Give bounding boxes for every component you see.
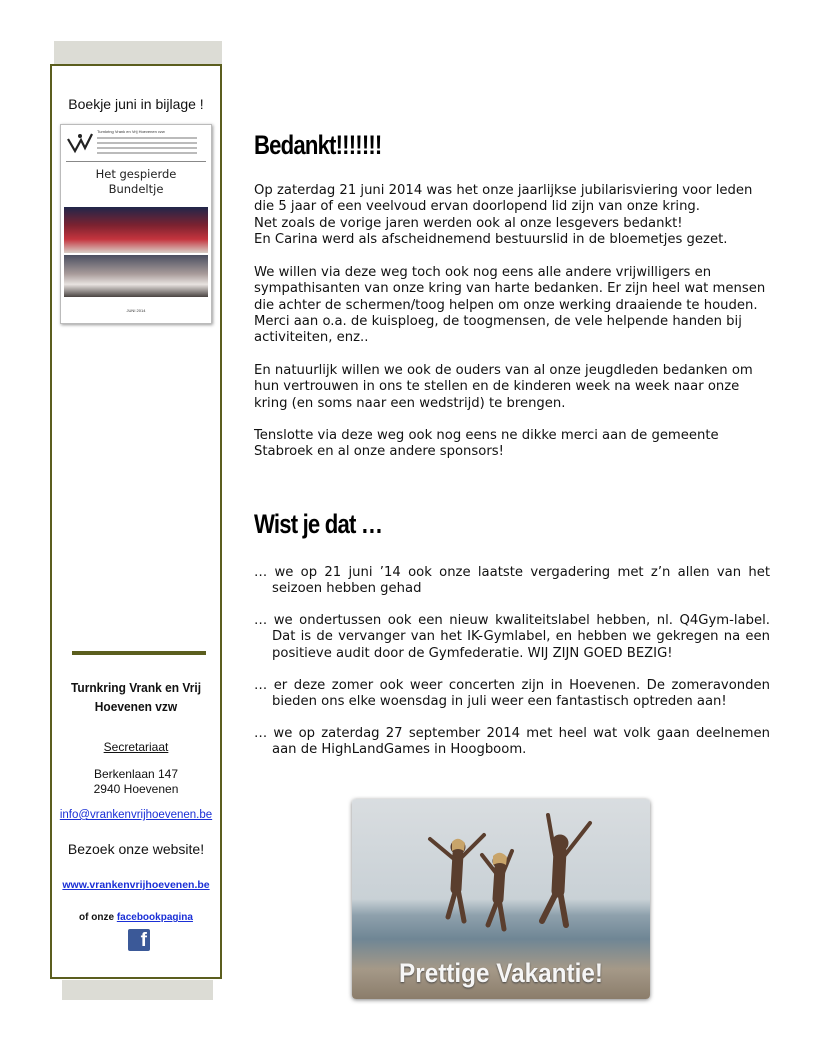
club-logo-icon — [66, 131, 94, 155]
booklet-note: Boekje juni in bijlage ! — [68, 96, 204, 112]
club-name-line2: Hoevenen vzw — [94, 699, 178, 714]
facebook-line — [52, 912, 220, 923]
website-link[interactable]: www.vrankenvrijhoevenen.be — [62, 879, 210, 891]
booklet-title — [61, 167, 211, 197]
visit-website-text: Bezoek onze website! — [67, 841, 205, 857]
club-name-line1: Turnkring Vrank en Vrij — [70, 680, 202, 695]
booklet-contact-lines — [97, 137, 197, 157]
booklet-date: JUNI 2014 — [126, 308, 146, 313]
booklet-photo-bottom — [64, 255, 208, 297]
booklet-title-line2: Bundeltje — [108, 182, 164, 196]
list-item: … we op zaterdag 27 september 2014 met heel wat volk gaan deelnemen aan de HighLandGames in Hoogboom. — [254, 726, 770, 758]
booklet-thumbnail — [60, 124, 212, 324]
paragraph-sponsors: Tenslotte via deze weg ook nog eens ne dikke merci aan de gemeente Stabroek en al onze andere sponsors! — [254, 428, 719, 460]
facebook-icon[interactable]: f — [128, 929, 150, 951]
paragraph-ouders: En natuurlijk willen we ook de ouders van al onze jeugdleden bedanken om hun vertrouwen in ons te stellen en de kinderen week na week naar onze kring (en soms naar een wedstrijd) te brengen. — [254, 363, 753, 411]
sidebar-divider — [72, 651, 206, 655]
address — [52, 767, 220, 797]
photo-caption: Prettige Vakantie! — [399, 958, 603, 988]
booklet-photo-top — [64, 207, 208, 253]
address-line1: Berkenlaan 147 — [93, 767, 179, 781]
list-item: … we op 21 juni ’14 ook onze laatste vergadering met z’n allen van het seizoen hebben gehad — [254, 565, 770, 597]
vacation-photo — [352, 799, 650, 999]
email-link[interactable]: info@vrankenvrijhoevenen.be — [59, 809, 213, 821]
sidebar-top-decoration — [54, 41, 222, 65]
booklet-title-line1: Het gespierde — [95, 167, 177, 181]
list-item: … we ondertussen ook een nieuw kwaliteitslabel hebben, nl. Q4Gym-label. Dat is de vervanger van het IK-Gymlabel, en hebben we gekregen na een positieve audit door de Gymfederatie. WIJ ZIJN GOED BEZIG! — [254, 613, 770, 661]
heading-wist-je-dat: Wist je dat … — [254, 509, 383, 539]
club-name — [59, 678, 214, 716]
list-item: … er deze zomer ook weer concerten zijn in Hoevenen. De zomeravonden bieden ons elke woensdag in juli weer een fantastisch optreden aan! — [254, 678, 770, 710]
booklet-divider — [66, 161, 206, 162]
sidebar-bottom-decoration — [62, 980, 213, 1000]
heading-bedankt: Bedankt!!!!!!! — [254, 130, 382, 160]
facebook-link[interactable]: facebookpagina — [116, 912, 193, 923]
facebook-prefix: of onze — [79, 912, 117, 923]
address-line2: 2940 Hoevenen — [93, 782, 179, 796]
paragraph-jubilarisviering: Op zaterdag 21 juni 2014 was het onze jaarlijkse jubilarisviering voor leden die 5 jaar of een veelvoud ervan doorlopend lid zijn van onze kring. Net zoals de vorige jaren werden ook al onze lesgevers bedankt! En Carina werd als afscheidnemend bestuurslid in de bloemetjes gezet. — [254, 183, 753, 247]
sidebar — [50, 64, 222, 979]
secretariat-label: Secretariaat — [103, 740, 169, 754]
booklet-club-line: Turnkring Vrank en Vrij Hoevenen vzw — [97, 129, 165, 134]
paragraph-vrijwilligers: We willen via deze weg toch ook nog eens alle andere vrijwilligers en sympathisanten van onze kring van harte bedanken. Er zijn heel wat mensen die achter de schermen/toog helpen om onze werking draaiende te houden. Merci aan o.a. de kuisploeg, de toogmensen, de vele helpende handen bij activiteiten, enz.. — [254, 265, 766, 346]
